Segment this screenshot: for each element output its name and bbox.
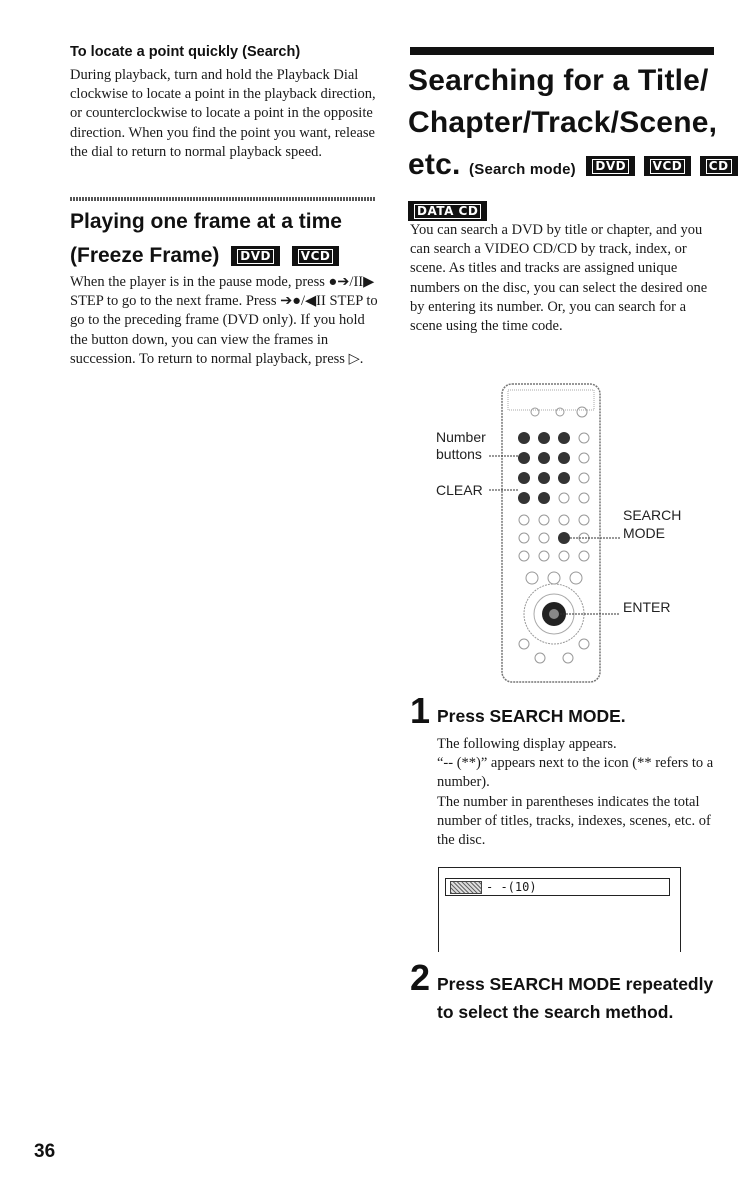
intro-text: You can search a DVD by title or chapter, and you can search a VIDEO CD/CD by track, index, or scene. As titles and tracks are assigned unique numbers on the disc, you can select the desired one by entering its number. Or, you can search for a scene using the time code.	[410, 222, 708, 335]
search-body: During playback, turn and hold the Playback Dial clockwise to locate a point in the playback direction, or counterclockwise to locate a point in the opposite direction. When you find the point you want, release the dial to return to normal playback speed.	[70, 67, 376, 160]
number-buttons-label: Number buttons	[436, 429, 486, 462]
search-mode-label: SEARCH MODE	[623, 507, 682, 541]
vcd-badge: VCD	[644, 156, 692, 176]
freeze-heading	[70, 208, 342, 270]
section-title	[408, 60, 738, 231]
title-mode: (Search mode)	[469, 161, 576, 178]
step2-number: 2	[410, 957, 431, 998]
enter-label: ENTER	[623, 599, 671, 615]
freeze-body: When the player is in the pause mode, press ●➔/II▶ STEP to go to the next frame. Press ➔●/◀II STEP to go to the preceding frame (DVD only). If you hold the button down, you can view the frames in succession. To return to normal playback, press ▷.	[70, 274, 378, 367]
page-number: 36	[34, 1141, 56, 1162]
freeze-heading-line2: (Freeze Frame)	[70, 244, 220, 267]
dvd-badge: DVD	[231, 246, 280, 266]
clear-label: CLEAR	[436, 482, 483, 498]
dvd-badge: DVD	[586, 156, 635, 176]
step1-number: 1	[410, 690, 431, 731]
title-line1: Searching for a Title/	[408, 64, 709, 97]
section-divider	[70, 197, 375, 201]
step2-heading: Press SEARCH MODE repeatedly to select the search method.	[437, 974, 714, 1022]
display-screen	[438, 867, 681, 952]
title-rule	[410, 47, 714, 55]
cd-badge: CD	[700, 156, 738, 176]
data-cd-badge: DATA CD	[408, 201, 487, 221]
freeze-heading-line1: Playing one frame at a time	[70, 210, 342, 233]
title-line2: Chapter/Track/Scene,	[408, 106, 718, 139]
title-line3: etc.	[408, 148, 461, 181]
search-heading: To locate a point quickly (Search)	[70, 44, 301, 60]
vcd-badge: VCD	[292, 246, 340, 266]
display-value: - -(10)	[486, 880, 537, 894]
step1-heading: Press SEARCH MODE.	[437, 706, 626, 726]
disc-icon	[450, 881, 482, 894]
display-bar	[445, 878, 670, 896]
leader-lines	[480, 430, 640, 620]
step1-body: The following display appears. “-- (**)” appears next to the icon (** refers to a number). The number in parentheses indicates the total number of titles, tracks, indexes, scenes, etc. of the disc.	[437, 736, 714, 849]
